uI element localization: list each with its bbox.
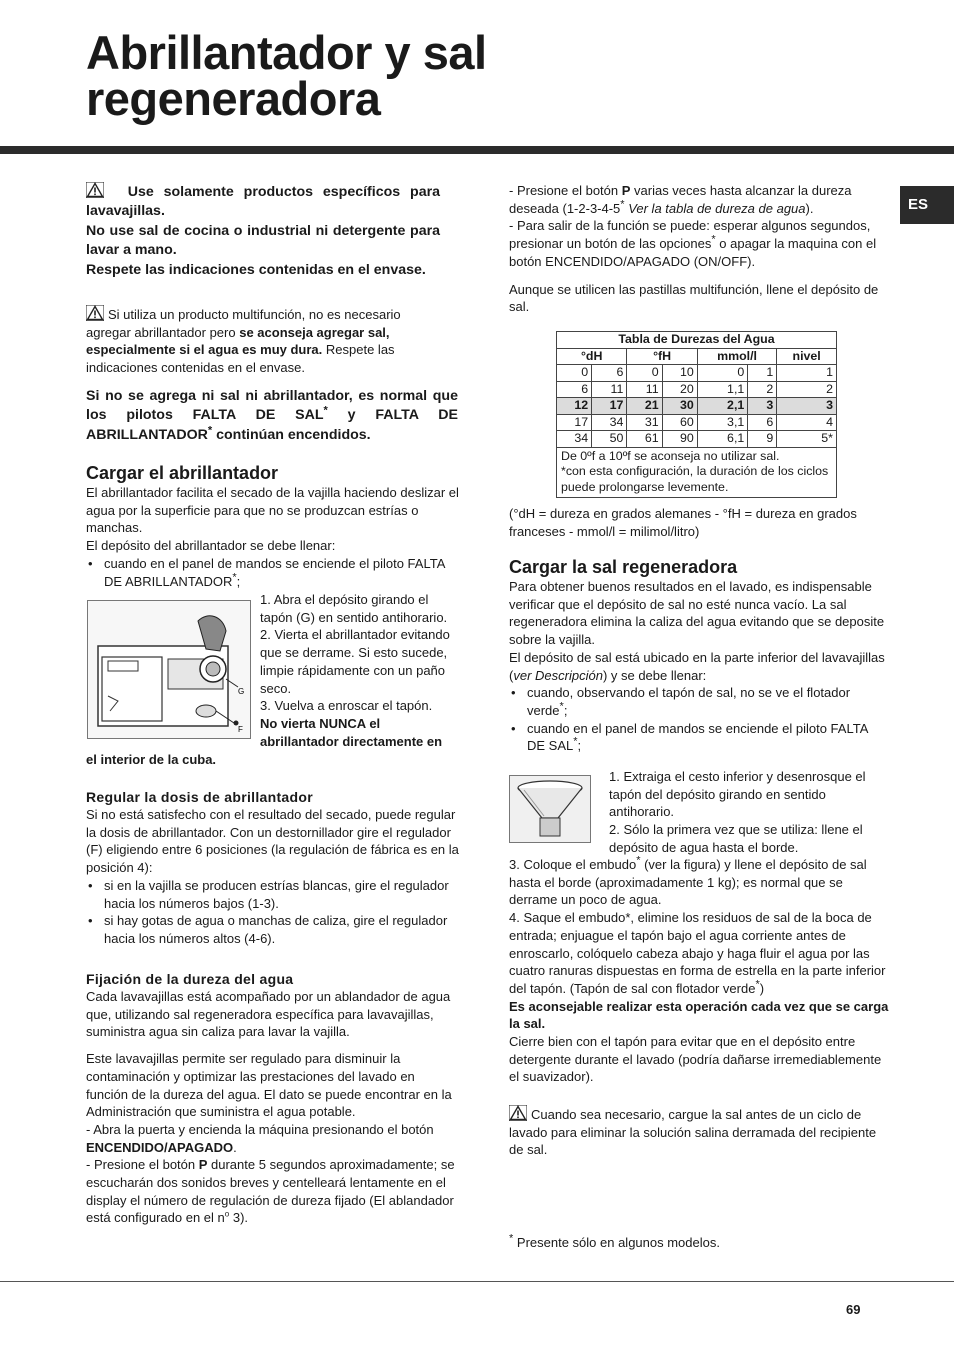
- table-row: [557, 414, 837, 431]
- section-cargar-sal: [509, 556, 889, 755]
- intro-p1-italic: Ver la tabla de dureza de agua: [624, 200, 806, 216]
- table-cell: 6,1: [697, 431, 747, 448]
- sal-warning-text: Cuando sea necesario, cargue la sal antes de un ciclo de lavado para eliminar la solución salina derramada del recipiente de sal.: [509, 1107, 877, 1158]
- asterisk: *: [509, 1232, 514, 1245]
- sal-step-4: [509, 909, 889, 998]
- table-cell: 31: [627, 414, 662, 431]
- asterisk: *: [573, 736, 578, 748]
- abr-p2: El depósito del abrillantador se debe llenar:: [86, 538, 336, 554]
- table-cell: 34: [557, 431, 592, 448]
- table-cell: 3: [748, 398, 777, 415]
- table-cell: 0: [557, 365, 592, 382]
- table-cell: 6: [748, 414, 777, 431]
- table-cell: 50: [592, 431, 627, 448]
- table-cell: 11: [592, 381, 627, 398]
- sal-bullet-2-end: ;: [577, 738, 582, 754]
- table-cell: 3,1: [697, 414, 747, 431]
- table-cell: 2: [777, 381, 837, 398]
- sal-p2-post: ) y se debe llenar:: [602, 667, 707, 683]
- asterisk: *: [232, 571, 237, 584]
- warning-block-2: [86, 305, 416, 377]
- intro-p2-end: o apagar la maquina con el botón ENCENDIDO/APAGADO (ON/OFF).: [509, 236, 877, 269]
- hardness-legend: (°dH = dureza en grados alemanes - °fH = dureza en grados franceses - mmol/l = milimol/litro): [509, 506, 857, 539]
- footnote: [509, 1234, 889, 1252]
- fijacion-p1: Cada lavavajillas está acompañado por un ablandador de agua que, utilizando sal regeneradora específica para lavavajillas, suministra agua sin caliza para lavar la vajilla.: [86, 989, 451, 1040]
- table-cell: 34: [592, 414, 627, 431]
- intro-p2-text: - Para salir de la función se puede: esperar algunos segundos, presionar un botón de las opciones: [509, 218, 871, 252]
- table-row-highlighted: [557, 398, 837, 415]
- warning2-post: Respete las indicaciones contenidas en el envase.: [86, 342, 395, 376]
- dispenser-illustration: [88, 601, 250, 738]
- warning-block-1: [86, 182, 440, 280]
- warning1-line1: Use solamente productos específicos para lavavajillas.: [86, 184, 440, 220]
- heading-cargar-abrillantador: Cargar el abrillantador: [86, 463, 279, 483]
- sal-p3: Cierre bien con el tapón para evitar que en el depósito entre detergente durante el lavado (podría dañarse irremediablemente el suavizador).: [509, 1034, 882, 1085]
- warning-icon: [509, 1105, 527, 1121]
- intro-p1-bold: P: [621, 183, 631, 198]
- table-notes: [557, 447, 837, 498]
- regular-bullet-1: • si en la vajilla se producen estrías blancas, gire el regulador hacia los números bajos (1-3).: [86, 877, 460, 912]
- footer-rule: [0, 1281, 954, 1282]
- asterisk: *: [620, 198, 625, 211]
- table-cell: 6: [592, 365, 627, 382]
- table-cell: 2: [748, 381, 777, 398]
- table-cell: 2,1: [697, 398, 747, 415]
- funnel-figure: [509, 775, 591, 843]
- heading-cargar-sal: Cargar la sal regeneradora: [509, 557, 738, 577]
- table-cell: 60: [662, 414, 697, 431]
- sal-p2-italic: ver Descripción: [513, 667, 603, 683]
- fijacion-p4: [86, 1156, 460, 1227]
- table-header: °dH: [557, 348, 627, 365]
- intro-p1-post: varias veces hasta alcanzar la dureza deseada (1-2-3-4-5: [509, 183, 852, 216]
- table-cell: 21: [627, 398, 662, 415]
- asterisk: *: [559, 700, 564, 713]
- title-rule: [0, 146, 954, 154]
- right-intro: [509, 182, 889, 316]
- regular-bullet-2: • si hay gotas de agua o manchas de caliza, gire el regulador hacia los números altos (4-6).: [86, 912, 460, 947]
- fijacion-p3: [86, 1121, 460, 1156]
- sal-p1: Para obtener buenos resultados en el lavado, es indispensable verificar que el depósito de sal no esté nunca vacío. La sal regeneradora elimina la caliza del agua evitando que se deposite sobre la vajilla.: [509, 579, 885, 648]
- heading-regular: Regular la dosis de abrillantador: [86, 789, 313, 805]
- table-cell: 10: [662, 365, 697, 382]
- fijacion-p2: Este lavavajillas permite ser regulado para disminuir la contaminación y optimizar las prestaciones del lavado en función de la dureza del agua. El dato se puede encontrar en la Administración que suministra el agua potable.: [86, 1051, 452, 1120]
- table-header: mmol/l: [697, 348, 776, 365]
- abr-p1: El abrillantador facilita el secado de la vajilla haciendo deslizar el agua por la superficie para que no se produzcan estrías o manchas.: [86, 485, 459, 536]
- asterisk: *: [636, 854, 641, 867]
- fijacion-p4-post: durante 5 segundos aproximadamente; se escucharán dos sonidos breves y centelleará lentamente en el display el número de regulación de dureza fijado (El ablandador está configurado en el n: [86, 1157, 455, 1226]
- intro-p3: Aunque se utilicen las pastillas multifunción, llene el depósito de sal.: [509, 281, 879, 315]
- table-header: °fH: [627, 348, 697, 365]
- note-block: [86, 387, 458, 445]
- table-note-2: *con esta configuración, la duración de los ciclos puede prolongarse levemente.: [561, 464, 829, 494]
- sal-bullet-2-text: cuando en el panel de mandos se enciende el piloto FALTA DE SAL: [527, 720, 868, 754]
- figure-label-g: G: [238, 687, 245, 696]
- abr-step-3-bold-cont: el interior de la cuba.: [86, 752, 217, 767]
- table-cell: 61: [627, 431, 662, 448]
- sal-steps-side: [609, 768, 889, 857]
- table-cell: 6: [557, 381, 592, 398]
- table-cell: 0: [697, 365, 747, 382]
- fijacion-p4-sup: o: [224, 1210, 230, 1220]
- abr-bullet-text: cuando en el panel de mandos se enciende el piloto FALTA DE ABRILLANTADOR: [104, 555, 445, 589]
- table-title: Tabla de Durezas del Agua: [557, 332, 837, 349]
- sal-bullet-2: [509, 720, 889, 755]
- sal-p2: [509, 649, 889, 684]
- sal-warning: [509, 1105, 889, 1159]
- warning1-line3: Respete las indicaciones contenidas en el envase.: [86, 261, 426, 278]
- figure-label-f: F: [238, 725, 243, 734]
- fijacion-p4-bold: P: [198, 1157, 208, 1173]
- fijacion-p4-end: 3).: [229, 1210, 249, 1226]
- abr-step-2: 2. Vierta el abrillantador evitando que se derrame. Si esto sucede, limpie rápidamente con un paño seco.: [260, 627, 450, 696]
- sal-bullet-1: [509, 684, 889, 719]
- fijacion-p3-end: .: [233, 1139, 237, 1155]
- table-cell: 90: [662, 431, 697, 448]
- table-cell: 4: [777, 414, 837, 431]
- table-header: nivel: [777, 348, 837, 365]
- language-tab: ES: [900, 186, 954, 224]
- table-cell: 12: [557, 398, 592, 415]
- intro-p1: [509, 182, 889, 217]
- table-cell: 11: [627, 381, 662, 398]
- sal-p2-pre: El depósito de sal está ubicado en la parte inferior del lavavajillas (: [509, 649, 885, 683]
- sal-step-4-text: 4. Saque el embudo*, elimine los residuos de sal de la boca de entrada; enjuague el tapón bajo el agua corriente antes de enroscarlo, colóquelo cabeza abajo y haga fluir el agua por las cuatro ranuras dispuestas en forma de estrella en la parte inferior del tapón. (Tapón de sal con flotador verde: [509, 910, 886, 996]
- section-regular: [86, 788, 460, 948]
- warning1-line2: No use sal de cocina o industrial ni detergente para lavar a mano.: [86, 222, 440, 259]
- abr-step-3-bold: No vierta NUNCA el abrillantador directamente en: [260, 715, 443, 749]
- abr-step-1: 1. Abra el depósito girando el tapón (G) en sentido antihorario.: [260, 592, 448, 625]
- table-cell: 17: [592, 398, 627, 415]
- asterisk: *: [323, 404, 328, 417]
- table-cell: 1,1: [697, 381, 747, 398]
- sal-bold-note: Es aconsejable realizar esta operación cada vez que se carga la sal.: [509, 998, 889, 1032]
- sal-step-3: [509, 856, 889, 909]
- section-cargar-abrillantador: [86, 462, 460, 590]
- table-note-1: De 0ºf a 10ºf se aconseja no utilizar sal.: [561, 448, 780, 463]
- abr-steps: [260, 591, 460, 750]
- warning-icon: [86, 182, 104, 198]
- table-cell: 0: [627, 365, 662, 382]
- table-cell: 1: [748, 365, 777, 382]
- table-cell: 20: [662, 381, 697, 398]
- asterisk: *: [755, 978, 760, 991]
- page-number: 69: [846, 1302, 861, 1317]
- intro-p1-pre: - Presione el botón: [509, 183, 622, 198]
- note-text-3: continúan encendidos.: [212, 426, 371, 443]
- table-cell: 3: [777, 398, 837, 415]
- sal-steps: [509, 856, 889, 1086]
- intro-p2: [509, 217, 889, 270]
- fijacion-p4-pre: - Presione el botón: [86, 1157, 199, 1173]
- heading-fijacion: Fijación de la dureza del agua: [86, 971, 294, 987]
- sal-step-1: 1. Extraiga el cesto inferior y desenrosque el tapón del depósito girando en sentido antihorario.: [609, 769, 866, 820]
- intro-p1-end: ).: [805, 200, 814, 216]
- table-cell: 9: [748, 431, 777, 448]
- sal-bullet-1-text: cuando, observando el tapón de sal, no se ve el flotador verde: [527, 685, 851, 718]
- table-cell: 30: [662, 398, 697, 415]
- note-text-1: Si no se agrega ni sal ni abrillantador, es normal que los pilotos FALTA DE SAL: [86, 388, 458, 424]
- page-title: Abrillantador y sal regeneradora: [86, 26, 487, 125]
- asterisk: *: [207, 424, 213, 437]
- table-row: [557, 381, 837, 398]
- sal-step-2: 2. Sólo la primera vez que se utiliza: llene el depósito de agua hasta el borde.: [609, 822, 863, 855]
- warning2-bold: se aconseja agregar sal, especialmente si el agua es muy dura.: [86, 324, 390, 358]
- section-fijacion: [86, 970, 460, 1227]
- sal-step-4-end: ): [759, 980, 765, 996]
- abr-bullet-end: ;: [236, 573, 241, 589]
- water-hardness-table: [556, 331, 837, 498]
- table-cell: 17: [557, 414, 592, 431]
- regular-p1: Si no está satisfecho con el resultado del secado, puede regular la dosis de abrillantador. Con un destornillador gire el regulador (F) eligiendo entre 6 posiciones (la regulación de fábrica es en la posición 4):: [86, 807, 459, 876]
- abr-bullet: [86, 555, 460, 590]
- sal-bullet-1-end: ;: [563, 702, 568, 718]
- fijacion-p3-text: - Abra la puerta y encienda la máquina presionando el botón: [86, 1121, 434, 1137]
- sal-step-3-pre: 3. Coloque el embudo: [509, 857, 637, 872]
- note-text-2: y FALTA DE ABRILLANTADOR: [86, 407, 459, 443]
- asterisk: *: [711, 233, 716, 246]
- rinse-aid-figure: [87, 600, 251, 739]
- table-row: [557, 431, 837, 448]
- sal-step-3-post: (ver la figura) y llene el depósito de sal hasta el borde (aproximadamente 1 kg); es normal que se derrame un poco de agua.: [509, 857, 867, 908]
- warning-icon: [86, 305, 104, 321]
- table-cell: 5*: [777, 431, 837, 448]
- funnel-illustration: [510, 776, 590, 842]
- warning2-text: Si utiliza un producto multifunción, no es necesario agregar abrillantador pero: [86, 307, 401, 340]
- footnote-text: Presente sólo en algunos modelos.: [516, 1235, 720, 1250]
- table-cell: 1: [777, 365, 837, 382]
- abr-step-3: 3. Vuelva a enroscar el tapón.: [260, 698, 433, 714]
- table-row: [557, 365, 837, 382]
- fijacion-p3-bold: ENCENDIDO/APAGADO: [86, 1139, 234, 1155]
